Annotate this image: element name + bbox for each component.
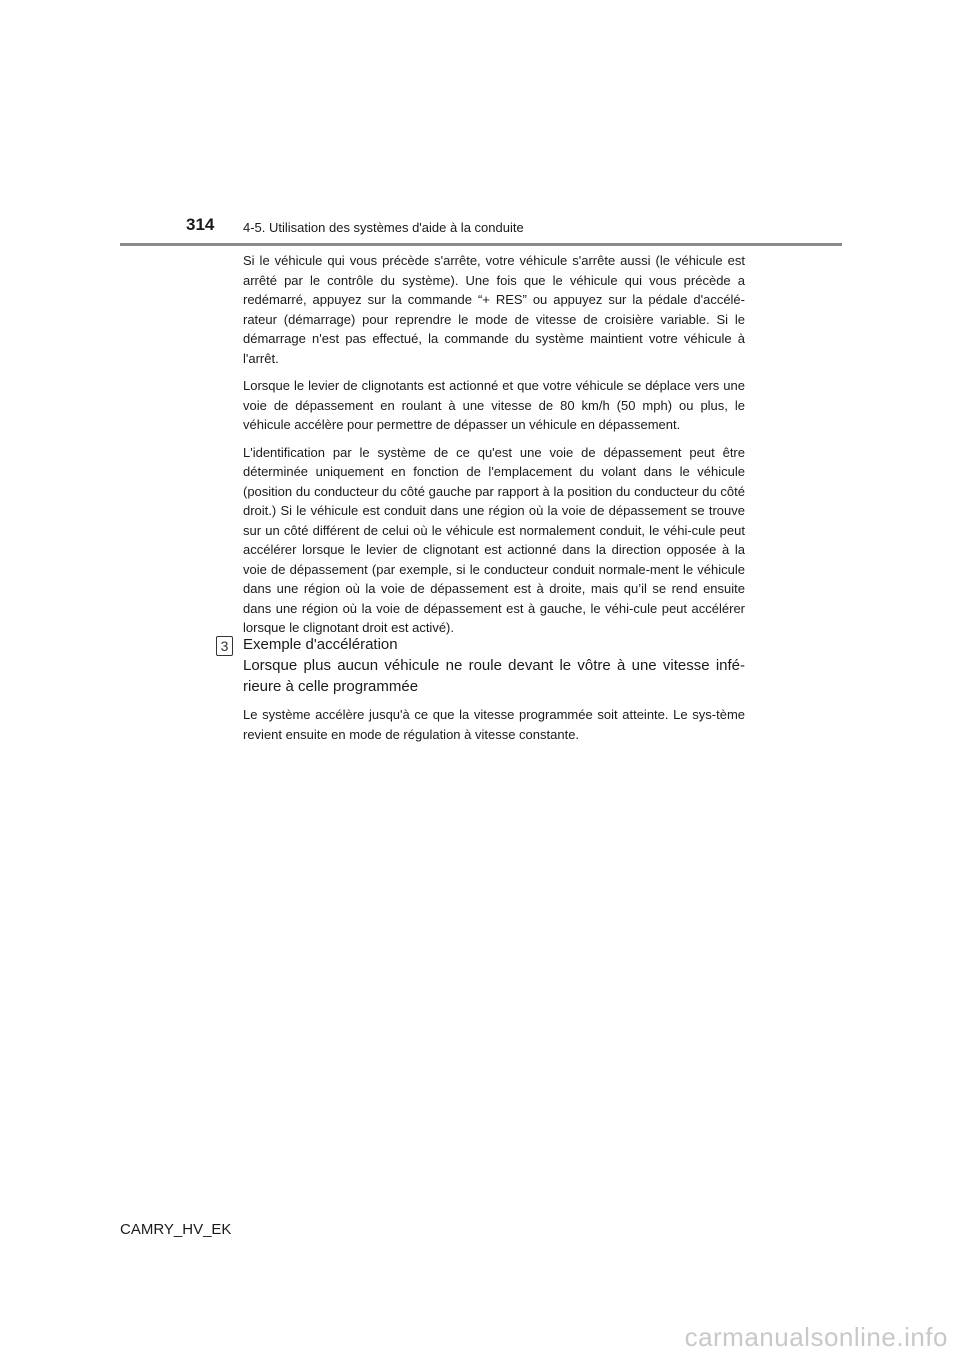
page-number: 314 bbox=[186, 215, 215, 234]
item-heading-title: Exemple d'accélération bbox=[243, 636, 398, 653]
section-title: 4-5. Utilisation des systèmes d'aide à la conduite bbox=[243, 220, 524, 235]
item-body: Le système accélère jusqu'à ce que la vitesse programmée soit atteinte. Le sys-tème revient ensuite en mode de régulation à vitesse constante. bbox=[243, 707, 745, 742]
body-text bbox=[243, 251, 745, 646]
header-divider bbox=[120, 243, 842, 246]
paragraph-passing-lane: L'identification par le système de ce qu'est une voie de dépassement peut être déterminée uniquement en fonction de l'emplacement du volant dans le véhicule (position du conducteur du côté gauche par rapport à la position du conducteur du côté droit.) Si le véhicule est conduit dans une région où la voie de dépassement se trouve sur un côté différent de celui où le véhicule est normalement conduit, le véhi-cule peut accélérer lorsque le levier de clignotant est actionné dans la direction opposée à la voie de dépassement (par exemple, si le conducteur conduit normale-ment le véhicule dans une région où la voie de dépassement est à droite, mais qu’il se rend ensuite dans une région où la voie de dépassement est à gauche, le véhi-cule peut accélérer lorsque le clignotant droit est activé). bbox=[243, 444, 745, 635]
item-heading-subtitle: Lorsque plus aucun véhicule ne roule devant le vôtre à une vitesse infé-rieure à celle programmée bbox=[243, 657, 745, 695]
footer-model-code: CAMRY_HV_EK bbox=[120, 1221, 232, 1238]
item-number-badge: 3 bbox=[216, 636, 233, 656]
paragraph-turn-signal: Lorsque le levier de clignotants est actionné et que votre véhicule se déplace vers une voie de dépassement en roulant à une vitesse de 80 km/h (50 mph) ou plus, le véhicule accélère pour permettre de dépasser un véhicule en dépassement. bbox=[243, 378, 745, 432]
watermark: carmanualsonline.info bbox=[684, 1322, 948, 1352]
list-item-acceleration-example bbox=[216, 634, 745, 744]
paragraph-vehicle-stop: Si le véhicule qui vous précède s'arrête, votre véhicule s'arrête aussi (le véhicule est arrêté par le contrôle du système). Une fois que le véhicule qui vous précède a redémarré, appuyez sur la commande “+ RES” ou appuyez sur la pédale d'accélé-rateur (démarrage) pour reprendre le mode de vitesse de croisière variable. Si le démarrage n'est pas effectué, la commande du système maintient votre véhicule à l'arrêt. bbox=[243, 253, 745, 366]
item-heading bbox=[243, 634, 745, 697]
